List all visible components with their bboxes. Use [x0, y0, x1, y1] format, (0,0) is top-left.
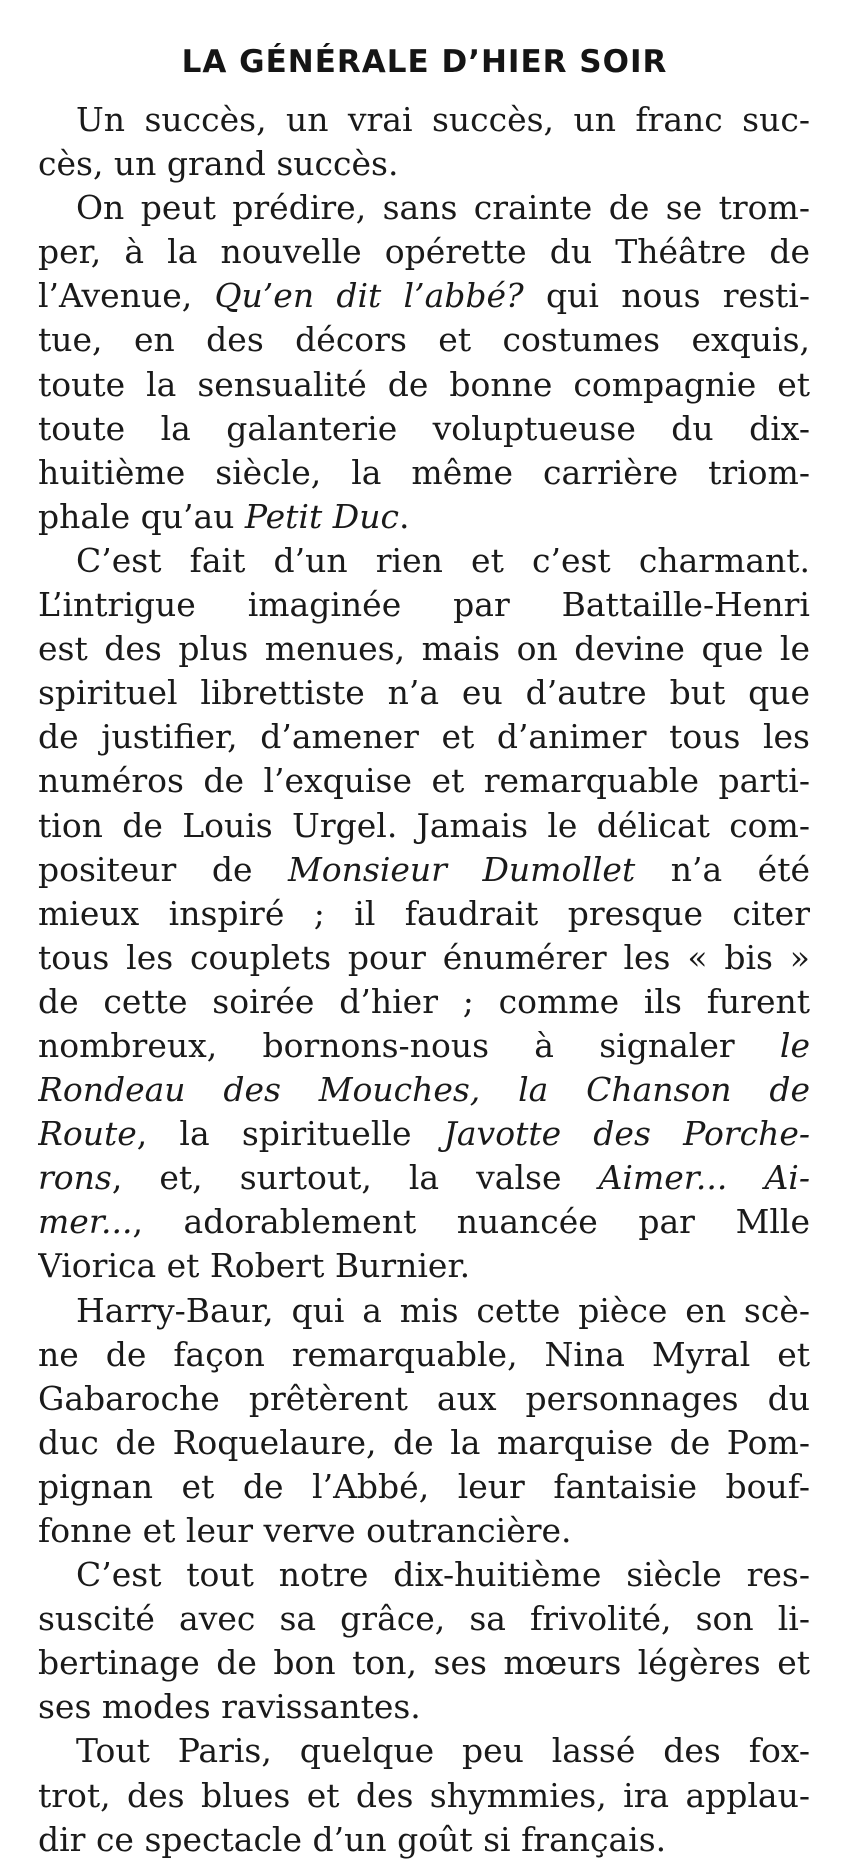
text-line: [38, 1377, 810, 1421]
text-segment: , la spirituelle: [136, 1114, 444, 1154]
text-line: [38, 318, 810, 362]
text-line: [38, 1244, 810, 1288]
text-segment: bertinage de bon ton, ses mœurs légères et: [38, 1643, 810, 1683]
text-segment: est des plus menues, mais on devine que le: [38, 629, 810, 669]
italic-title: rons: [38, 1158, 112, 1198]
text-line: [38, 671, 810, 715]
text-line: [38, 1685, 810, 1729]
text-segment: nombreux, bornons-nous à signaler: [38, 1025, 780, 1065]
paragraph: [38, 1289, 810, 1554]
text-segment: Un succès, un vrai succès, un franc suc-: [76, 100, 810, 139]
text-segment: L’intrigue imaginée par Battaille-Henri: [38, 585, 810, 625]
paragraph: [38, 539, 810, 1289]
text-segment: Harry-Baur, qui a mis cette pièce en scè-: [76, 1290, 810, 1330]
text-segment: spirituel librettiste n’a eu d’autre but que: [38, 673, 810, 713]
text-line: [38, 1112, 810, 1156]
text-line: [38, 892, 810, 936]
text-line: [38, 186, 810, 230]
text-line: [38, 230, 810, 274]
text-line: [38, 495, 810, 539]
text-segment: .: [398, 496, 410, 536]
text-segment: trot, des blues et des shymmies, ira applau-: [38, 1775, 810, 1815]
italic-title: Route: [38, 1114, 137, 1154]
text-line: [38, 1774, 810, 1818]
text-line: [38, 1553, 810, 1597]
text-segment: dir ce spectacle d’un goût si français.: [38, 1819, 667, 1859]
text-line: [38, 715, 810, 759]
text-line: [38, 1729, 810, 1773]
text-line: [38, 627, 810, 671]
italic-title: Qu’en dit l’abbé?: [214, 276, 524, 316]
text-line: [38, 274, 810, 318]
text-line: [38, 848, 810, 892]
italic-title: Javotte des Porche-: [443, 1114, 810, 1154]
text-segment: C’est fait d’un rien et c’est charmant.: [76, 540, 810, 580]
paragraph: [38, 1553, 810, 1729]
text-line: [38, 1289, 810, 1333]
text-segment: tion de Louis Urgel. Jamais le délicat com-: [38, 805, 810, 845]
text-line: [38, 1333, 810, 1377]
text-line: [38, 363, 810, 407]
text-line: [38, 583, 810, 627]
text-segment: tous les couplets pour énumérer les « bis »: [38, 937, 810, 977]
text-line: [38, 759, 810, 803]
italic-title: Rondeau des Mouches, la Chanson de: [38, 1070, 810, 1110]
text-segment: pignan et de l’Abbé, leur fantaisie bouf-: [38, 1466, 810, 1506]
text-line: [38, 142, 810, 186]
text-line: [38, 451, 810, 495]
text-line: [38, 1200, 810, 1244]
text-segment: Viorica et Robert Burnier.: [38, 1246, 471, 1286]
article-title: LA GÉNÉRALE D’HIER SOIR: [181, 44, 668, 80]
italic-title: Aimer... Ai-: [598, 1158, 810, 1198]
text-line: [38, 804, 810, 848]
text-line: [38, 539, 810, 583]
text-line: [38, 980, 810, 1024]
text-segment: l’Avenue,: [38, 276, 215, 316]
text-segment: positeur de: [38, 849, 288, 889]
italic-title: le: [779, 1025, 810, 1065]
italic-title: Petit Duc: [244, 496, 399, 536]
text-segment: ne de façon remarquable, Nina Myral et: [38, 1334, 810, 1374]
text-line: [38, 1068, 810, 1112]
text-segment: suscité avec sa grâce, sa frivolité, son li-: [38, 1599, 810, 1639]
article-body: [38, 98, 810, 1862]
paragraph: [38, 1729, 810, 1861]
text-segment: n’a été: [635, 849, 810, 889]
text-line: [38, 1509, 810, 1553]
text-segment: , adorablement nuancée par Mlle: [132, 1202, 810, 1242]
text-segment: phale qu’au: [38, 496, 245, 536]
text-line: [38, 407, 810, 451]
text-segment: tue, en des décors et costumes exquis,: [38, 320, 810, 360]
text-segment: de justifier, d’amener et d’animer tous les: [38, 717, 810, 757]
text-segment: toute la sensualité de bonne compagnie et: [38, 364, 810, 404]
text-segment: mieux inspiré ; il faudrait presque citer: [38, 893, 810, 933]
paragraph: [38, 186, 810, 539]
text-line: [38, 98, 810, 142]
text-line: [38, 1156, 810, 1200]
text-segment: fonne et leur verve outrancière.: [38, 1511, 572, 1550]
italic-title: Monsieur Dumollet: [287, 849, 636, 889]
italic-title: mer...: [38, 1202, 133, 1242]
text-segment: Gabaroche prêtèrent aux personnages du: [38, 1378, 810, 1418]
paragraph: [38, 98, 810, 186]
text-line: [38, 1818, 810, 1862]
text-line: [38, 1465, 810, 1509]
text-segment: On peut prédire, sans crainte de se trom-: [76, 188, 810, 228]
text-segment: huitième siècle, la même carrière triom-: [38, 452, 810, 492]
text-segment: cès, un grand succès.: [38, 144, 399, 184]
text-segment: numéros de l’exquise et remarquable parti-: [38, 761, 810, 801]
text-segment: C’est tout notre dix-huitième siècle res-: [76, 1555, 810, 1595]
text-segment: ses modes ravissantes.: [38, 1687, 421, 1727]
text-segment: de cette soirée d’hier ; comme ils furent: [38, 981, 810, 1021]
text-segment: duc de Roquelaure, de la marquise de Pom-: [38, 1422, 810, 1462]
text-segment: , et, surtout, la valse: [111, 1158, 599, 1198]
text-line: [38, 1421, 810, 1465]
text-line: [38, 936, 810, 980]
text-segment: Tout Paris, quelque peu lassé des fox-: [76, 1731, 810, 1771]
text-segment: per, à la nouvelle opérette du Théâtre de: [38, 232, 810, 272]
text-line: [38, 1597, 810, 1641]
text-line: [38, 1641, 810, 1685]
text-segment: qui nous resti-: [523, 276, 810, 316]
text-line: [38, 1024, 810, 1068]
text-segment: toute la galanterie voluptueuse du dix-: [38, 408, 810, 448]
